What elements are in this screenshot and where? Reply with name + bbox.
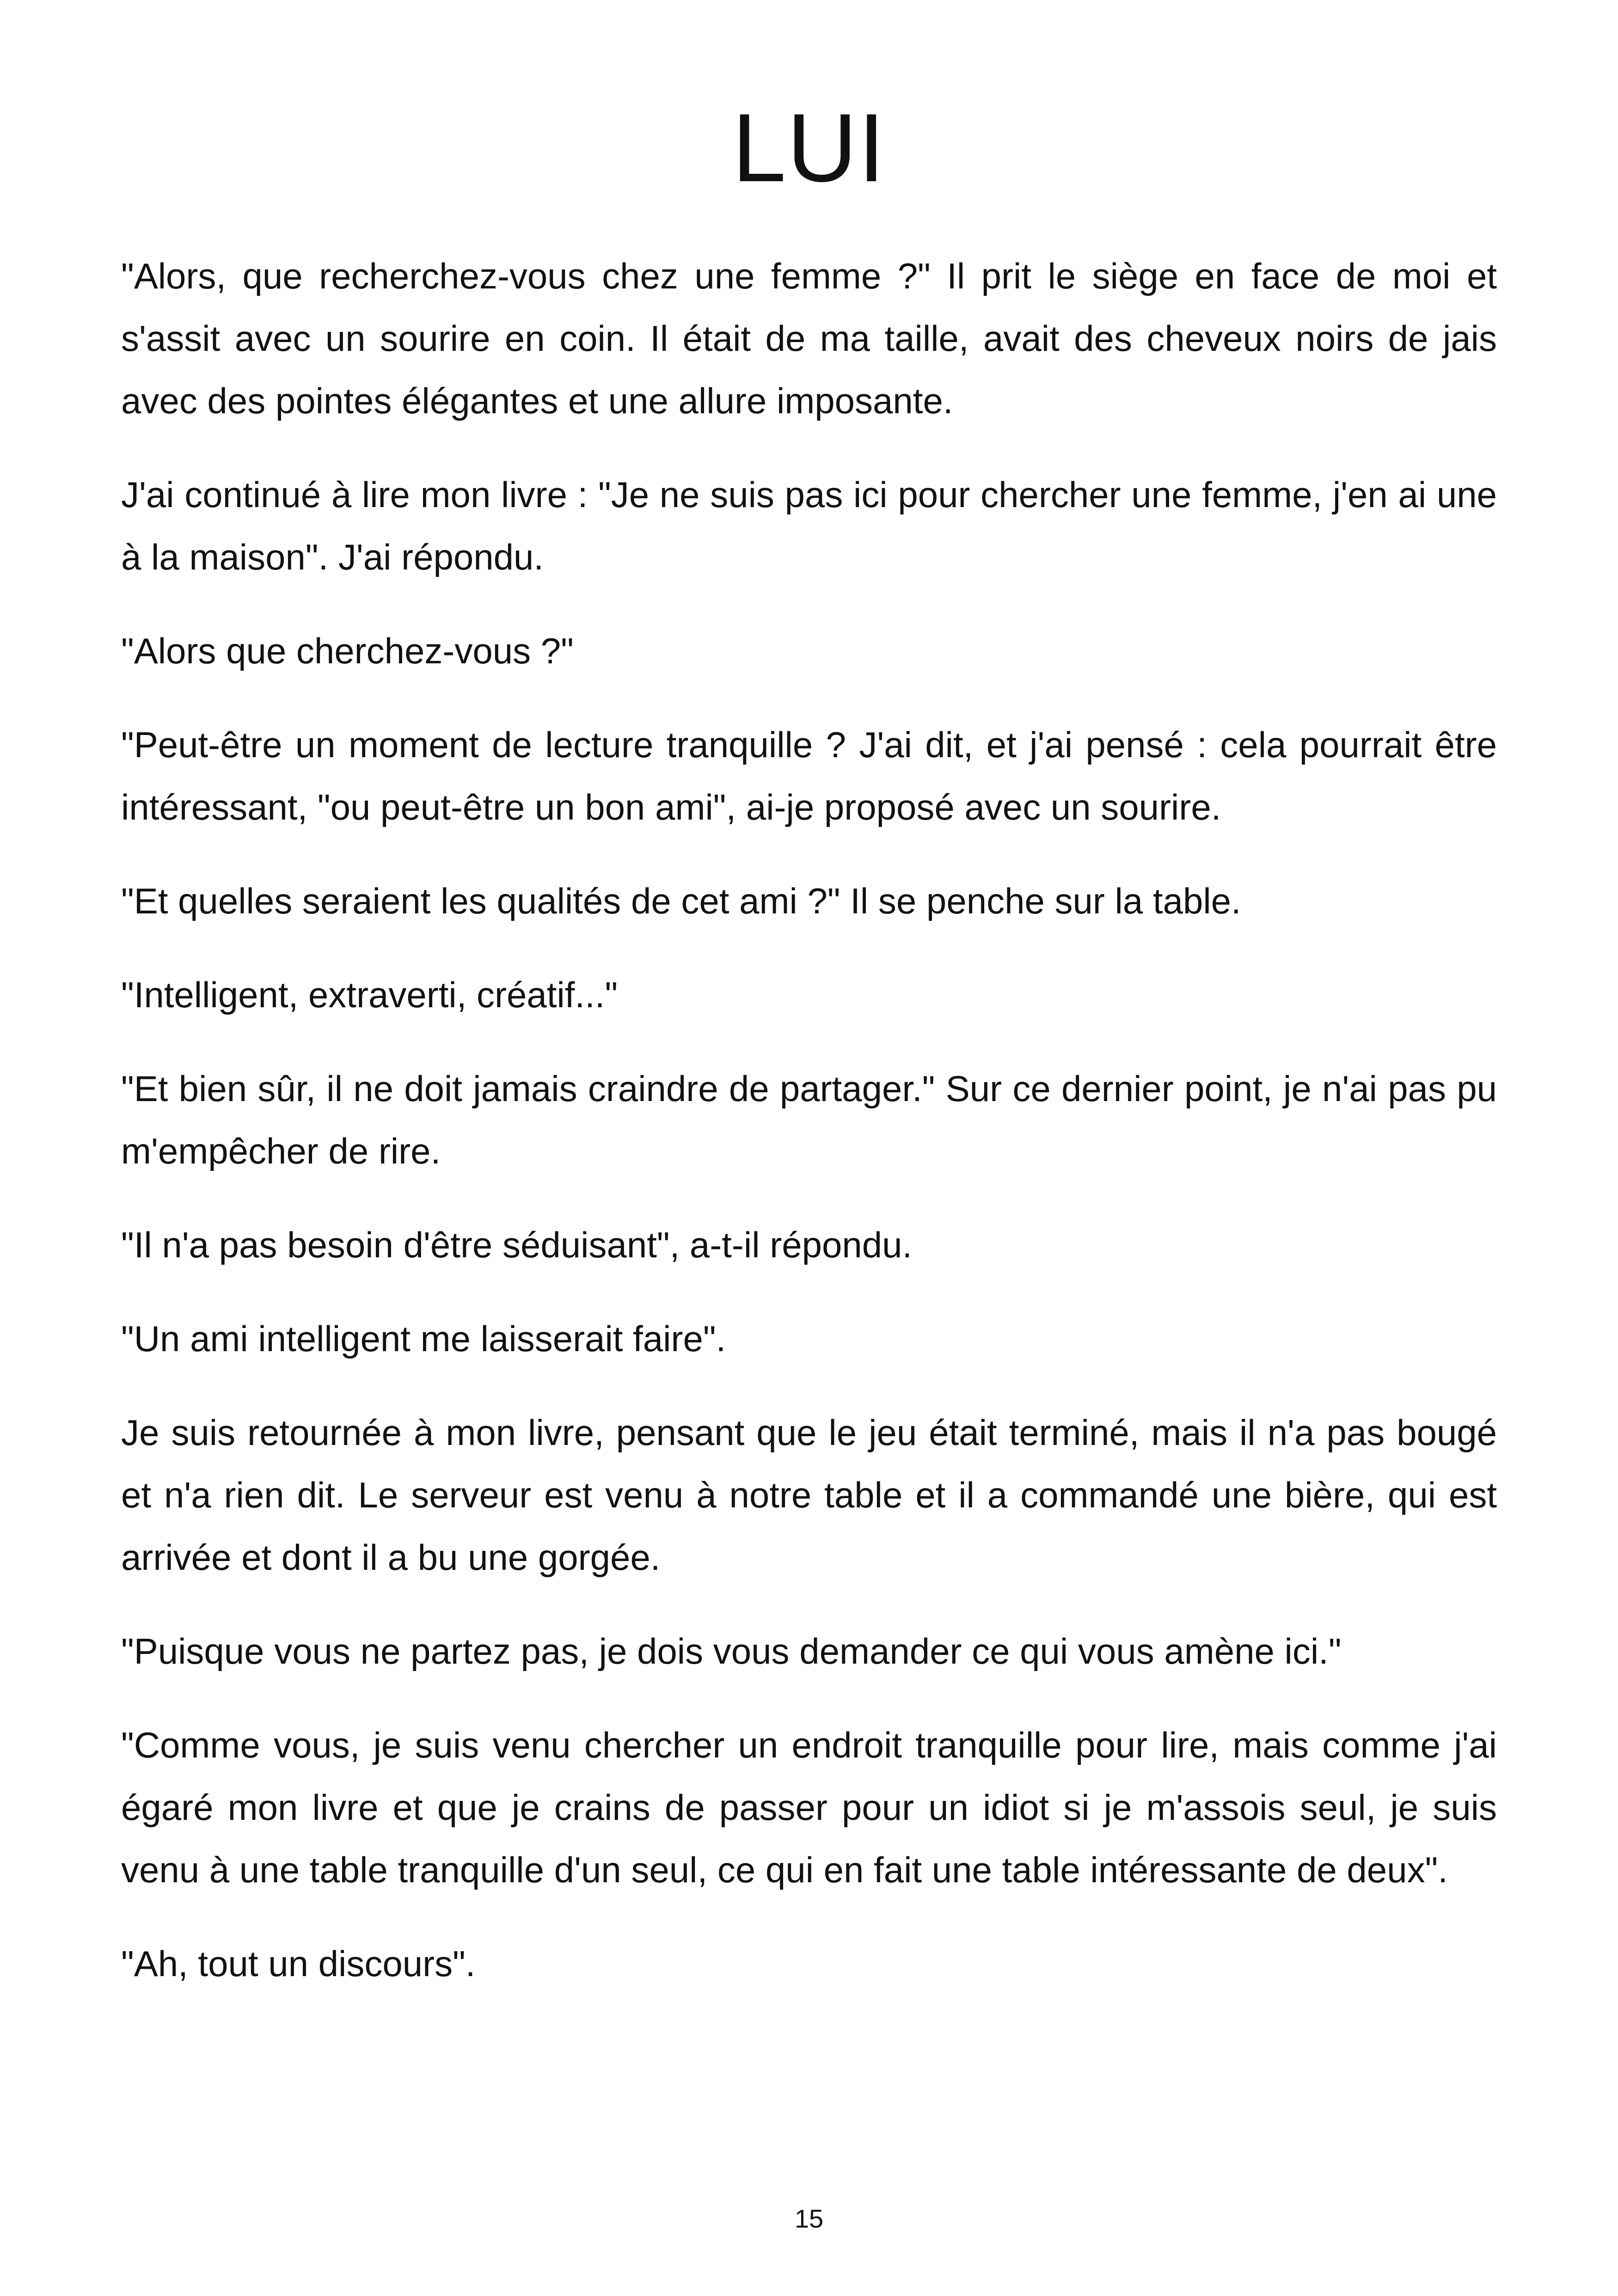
paragraph: J'ai continué à lire mon livre : "Je ne suis pas ici pour chercher une femme, j'en ai une à la maison". J'ai répondu. (121, 474, 1497, 577)
paragraph: "Il n'a pas besoin d'être séduisant", a-t-il répondu. (121, 1225, 913, 1265)
paragraph: "Intelligent, extraverti, créatif..." (121, 974, 618, 1015)
page-number: 15 (794, 2204, 824, 2233)
paragraph: "Et quelles seraient les qualités de cet ami ?" Il se penche sur la table. (121, 881, 1241, 921)
paragraph: "Comme vous, je suis venu chercher un endroit tranquille pour lire, mais comme j'ai égaré mon livre et que je crains de passer pour un idiot si je m'assois seul, je suis venu à une table tranquille d'un seul, ce qui en fait une table intéressante de deux". (121, 1725, 1497, 1890)
paragraph: "Alors, que recherchez-vous chez une femme ?" Il prit le siège en face de moi et s'assit avec un sourire en coin. Il était de ma taille, avait des cheveux noirs de jais avec des pointes élégantes et une allure imposante. (121, 256, 1497, 421)
paragraph: "Peut-être un moment de lecture tranquille ? J'ai dit, et j'ai pensé : cela pourrait être intéressant, "ou peut-être un bon ami", ai-je proposé avec un sourire. (121, 724, 1497, 827)
chapter-title: LUI (732, 93, 886, 202)
paragraph: "Ah, tout un discours". (121, 1943, 476, 1984)
paragraph: Je suis retournée à mon livre, pensant que le jeu était terminé, mais il n'a pas bougé et n'a rien dit. Le serveur est venu à notre table et il a commandé une bière, qui est arrivée et dont il a bu une gorgée. (121, 1412, 1497, 1578)
paragraph: "Alors que cherchez-vous ?" (121, 631, 574, 671)
paragraph: "Et bien sûr, il ne doit jamais craindre de partager." Sur ce dernier point, je n'ai pas pu m'empêcher de rire. (121, 1068, 1497, 1171)
body-text (121, 245, 1497, 2027)
paragraph: "Puisque vous ne partez pas, je dois vous demander ce qui vous amène ici." (121, 1631, 1342, 1671)
paragraph: "Un ami intelligent me laisserait faire". (121, 1318, 726, 1359)
